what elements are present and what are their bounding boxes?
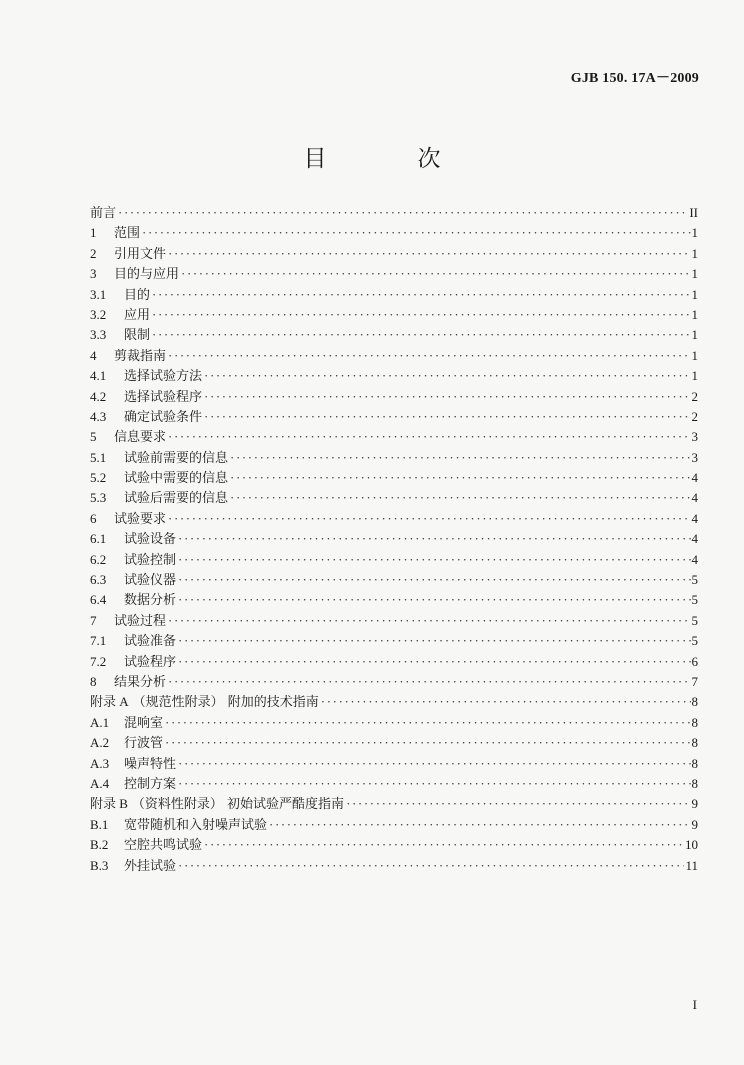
toc-entry[interactable]: [90, 793, 698, 813]
toc-entry-label: [90, 630, 178, 649]
toc-entry[interactable]: [90, 284, 698, 304]
toc-entry[interactable]: [90, 773, 698, 793]
toc-entry-page: 8: [691, 775, 698, 791]
toc-entry-page: 1: [691, 266, 698, 282]
toc-entry-label: [90, 732, 165, 751]
toc-dot-leader: [178, 776, 690, 792]
toc-entry-title: 试验要求: [114, 511, 167, 527]
toc-entry-number: 4.1: [90, 368, 107, 384]
toc-entry[interactable]: [90, 753, 698, 773]
toc-entry-label: [90, 284, 152, 303]
toc-entry-title: 试验仪器: [124, 573, 177, 589]
toc-entry-title: 限制: [124, 328, 151, 344]
toc-entry-label: [90, 202, 118, 221]
toc-entry[interactable]: [90, 671, 698, 691]
toc-entry-page: 2: [691, 408, 698, 424]
toc-entry-label: [90, 447, 230, 466]
toc-entry[interactable]: [90, 508, 698, 528]
toc-entry[interactable]: [90, 814, 698, 834]
toc-entry-number: 6.3: [90, 572, 107, 588]
toc-entry-number: 5: [90, 429, 97, 445]
toc-entry-title: 试验过程: [114, 613, 167, 629]
toc-dot-leader: [230, 490, 690, 506]
toc-entry-label: [90, 406, 204, 425]
toc-entry-page: 7: [691, 673, 698, 689]
toc-entry[interactable]: [90, 487, 698, 507]
toc-entry-label: [90, 304, 152, 323]
toc-dot-leader: [168, 674, 690, 690]
toc-entry-page: 10: [685, 837, 698, 853]
toc-dot-leader: [181, 266, 690, 282]
toc-entry-label: [90, 651, 178, 670]
toc-entry[interactable]: [90, 467, 698, 487]
toc-entry[interactable]: [90, 630, 698, 650]
toc-dot-leader: [204, 837, 684, 853]
toc-entry-label: [90, 712, 165, 731]
toc-entry-number: 3.1: [90, 286, 107, 302]
toc-entry-title: 结果分析: [114, 674, 167, 690]
toc-entry-page: 9: [691, 816, 698, 832]
document-header-code: GJB 150. 17A－2009: [570, 71, 699, 86]
toc-entry-title: 控制方案: [124, 776, 177, 792]
toc-entry-page: 1: [691, 225, 698, 241]
toc-dot-leader: [321, 694, 691, 710]
toc-dot-leader: [168, 429, 690, 445]
toc-dot-leader: [168, 613, 690, 629]
toc-entry-page: 1: [691, 245, 698, 261]
toc-dot-leader: [178, 531, 690, 547]
toc-entry-title: （规范性附录） 附加的技术指南: [132, 695, 319, 711]
toc-dot-leader: [168, 246, 690, 262]
toc-entry-label: [90, 589, 178, 608]
toc-entry-number: A.3: [90, 755, 110, 771]
toc-entry-number: 2: [90, 245, 97, 261]
toc-entry-number: B.2: [90, 837, 109, 853]
toc-entry-title: 试验中需要的信息: [124, 471, 229, 487]
toc-entry[interactable]: [90, 406, 698, 426]
toc-dot-leader: [152, 327, 690, 343]
toc-entry-number: B.1: [90, 816, 109, 832]
toc-dot-leader: [178, 633, 690, 649]
toc-entry-title: 前言: [90, 206, 117, 221]
toc-entry-number: 6.2: [90, 551, 107, 567]
toc-entry-number: 8: [90, 673, 97, 689]
toc-dot-leader: [204, 368, 690, 384]
toc-dot-leader: [142, 225, 690, 241]
toc-entry[interactable]: [90, 651, 698, 671]
toc-entry-number: 5.3: [90, 490, 107, 506]
toc-entry-title: 剪裁指南: [114, 348, 167, 364]
toc-entry-page: 8: [691, 694, 698, 710]
toc-entry-label: [90, 487, 230, 506]
toc-entry-page: 11: [685, 857, 698, 873]
toc-entry-title: 目的与应用: [114, 267, 180, 283]
toc-entry-page: 8: [691, 735, 698, 751]
toc-entry[interactable]: [90, 304, 698, 324]
toc-dot-leader: [178, 858, 684, 874]
toc-dot-leader: [178, 592, 690, 608]
toc-entry-page: 4: [691, 551, 698, 567]
toc-dot-leader: [204, 409, 690, 425]
toc-entry-number: 1: [90, 225, 97, 241]
toc-entry-number: 6: [90, 510, 97, 526]
toc-entry-label: [90, 345, 168, 364]
toc-entry[interactable]: [90, 589, 698, 609]
toc-entry-label: [90, 263, 181, 282]
toc-entry-title: 引用文件: [114, 246, 167, 262]
toc-entry-number: 3: [90, 266, 97, 282]
toc-entry-title: 试验后需要的信息: [124, 491, 229, 507]
toc-entry-number: 5.1: [90, 449, 107, 465]
toc-entry-label: [90, 365, 204, 384]
toc-dot-leader: [204, 389, 690, 405]
toc-entry-title: 试验程序: [124, 654, 177, 670]
toc-entry-title: 选择试验方法: [124, 369, 203, 385]
toc-dot-leader: [168, 511, 690, 527]
toc-entry-page: 1: [691, 306, 698, 322]
toc-entry[interactable]: [90, 263, 698, 283]
toc-entry[interactable]: [90, 447, 698, 467]
toc-entry-title: 噪声特性: [124, 756, 177, 772]
toc-entry-label: [90, 243, 168, 262]
toc-dot-leader: [118, 205, 688, 221]
toc-dot-leader: [178, 552, 690, 568]
toc-dot-leader: [178, 654, 690, 670]
toc-entry-number: 5.2: [90, 470, 107, 486]
toc-entry-label: [90, 426, 168, 445]
toc-dot-leader: [178, 572, 690, 588]
toc-entry[interactable]: [90, 712, 698, 732]
toc-entry-label: [90, 222, 142, 241]
toc-entry-page: 5: [691, 592, 698, 608]
toc-dot-leader: [168, 348, 690, 364]
toc-entry[interactable]: [90, 855, 698, 875]
toc-entry-page: 3: [691, 449, 698, 465]
toc-entry-number: 3.3: [90, 327, 107, 343]
toc-entry-page: 4: [691, 490, 698, 506]
toc-entry-title: 试验控制: [124, 552, 177, 568]
toc-entry-number: 4.3: [90, 408, 107, 424]
toc-entry[interactable]: [90, 345, 698, 365]
toc-dot-leader: [152, 287, 690, 303]
toc-entry[interactable]: [90, 732, 698, 752]
toc-entry-page: 6: [691, 653, 698, 669]
toc-entry-title: 确定试验条件: [124, 409, 203, 425]
toc-entry[interactable]: [90, 222, 698, 242]
toc-entry-label: [90, 467, 230, 486]
toc-entry-number: 6.4: [90, 592, 107, 608]
toc-entry-page: 4: [691, 470, 698, 486]
toc-entry-number: 7.2: [90, 653, 107, 669]
toc-entry-number: 7.1: [90, 633, 107, 649]
toc-entry-number: 6.1: [90, 531, 107, 547]
toc-entry-number: 4.2: [90, 388, 107, 404]
toc-entry-number: 4: [90, 347, 97, 363]
toc-entry-title: 试验准备: [124, 634, 177, 650]
toc-entry-title: 选择试验程序: [124, 389, 203, 405]
toc-entry-title: 试验前需要的信息: [124, 450, 229, 466]
toc-entry-page: 8: [691, 714, 698, 730]
toc-entry-title: （资料性附录） 初始试验严酷度指南: [131, 797, 345, 813]
toc-entry-label: [90, 386, 204, 405]
toc-entry[interactable]: [90, 549, 698, 569]
toc-entry-title: 信息要求: [114, 430, 167, 446]
toc-entry[interactable]: [90, 834, 698, 854]
footer-page-number: I: [692, 997, 697, 1012]
table-of-contents: [90, 202, 698, 875]
toc-entry-label: [90, 855, 178, 874]
toc-dot-leader: [178, 756, 690, 772]
toc-dot-leader: [165, 715, 690, 731]
toc-entry-number: 7: [90, 612, 97, 628]
toc-entry-page: 1: [691, 347, 698, 363]
toc-entry-number: A.2: [90, 735, 110, 751]
toc-entry-label: [90, 773, 178, 792]
toc-dot-leader: [152, 307, 690, 323]
toc-entry-label: [90, 814, 269, 833]
toc-entry-title: 应用: [124, 307, 151, 323]
toc-entry[interactable]: [90, 528, 698, 548]
toc-entry-number: 附录 B: [90, 796, 128, 812]
toc-entry-title: 目的: [124, 287, 151, 303]
toc-entry-number: A.4: [90, 775, 110, 791]
toc-dot-leader: [346, 796, 690, 812]
toc-entry-label: [90, 834, 204, 853]
toc-entry[interactable]: [90, 365, 698, 385]
toc-entry-title: 空腔共鸣试验: [124, 838, 203, 854]
toc-entry-page: 4: [691, 510, 698, 526]
toc-entry-page: II: [689, 205, 698, 220]
toc-entry-title: 混响室: [124, 715, 164, 731]
toc-dot-leader: [230, 450, 690, 466]
toc-dot-leader: [165, 735, 690, 751]
toc-entry-page: 3: [691, 429, 698, 445]
toc-entry-page: 2: [691, 388, 698, 404]
toc-entry-number: A.1: [90, 714, 110, 730]
toc-dot-leader: [269, 817, 690, 833]
toc-entry[interactable]: [90, 426, 698, 446]
toc-entry[interactable]: [90, 324, 698, 344]
toc-entry-label: [90, 528, 178, 547]
toc-entry[interactable]: [90, 569, 698, 589]
page-title: 目 次: [303, 146, 475, 172]
toc-entry[interactable]: [90, 610, 698, 630]
toc-entry-title: 试验设备: [124, 532, 177, 548]
toc-entry-page: 4: [691, 531, 698, 547]
toc-entry-label: [90, 569, 178, 588]
toc-entry-page: 5: [691, 572, 698, 588]
toc-entry-label: [90, 508, 168, 527]
toc-entry-label: [90, 671, 168, 690]
toc-entry-page: 5: [691, 612, 698, 628]
toc-entry-title: 宽带随机和入射噪声试验: [124, 817, 268, 833]
toc-entry-page: 9: [691, 796, 698, 812]
toc-entry-label: [90, 793, 346, 812]
toc-entry-label: [90, 691, 321, 710]
toc-entry-label: [90, 610, 168, 629]
toc-entry-number: 3.2: [90, 306, 107, 322]
toc-entry-page: 1: [691, 368, 698, 384]
toc-entry-number: 附录 A: [90, 694, 129, 710]
toc-entry-label: [90, 324, 152, 343]
toc-entry-number: B.3: [90, 857, 109, 873]
toc-entry-title: 范围: [114, 226, 141, 242]
toc-entry-label: [90, 753, 178, 772]
toc-entry-page: 5: [691, 633, 698, 649]
toc-entry-page: 1: [691, 286, 698, 302]
toc-entry-title: 外挂试验: [124, 858, 177, 874]
toc-entry-title: 行波管: [124, 736, 164, 752]
toc-entry-title: 数据分析: [124, 593, 177, 609]
toc-entry[interactable]: [90, 243, 698, 263]
toc-dot-leader: [230, 470, 690, 486]
toc-entry[interactable]: [90, 202, 698, 222]
toc-entry[interactable]: [90, 386, 698, 406]
toc-entry-label: [90, 549, 178, 568]
toc-entry[interactable]: [90, 691, 698, 711]
toc-entry-page: 1: [691, 327, 698, 343]
toc-entry-page: 8: [691, 755, 698, 771]
